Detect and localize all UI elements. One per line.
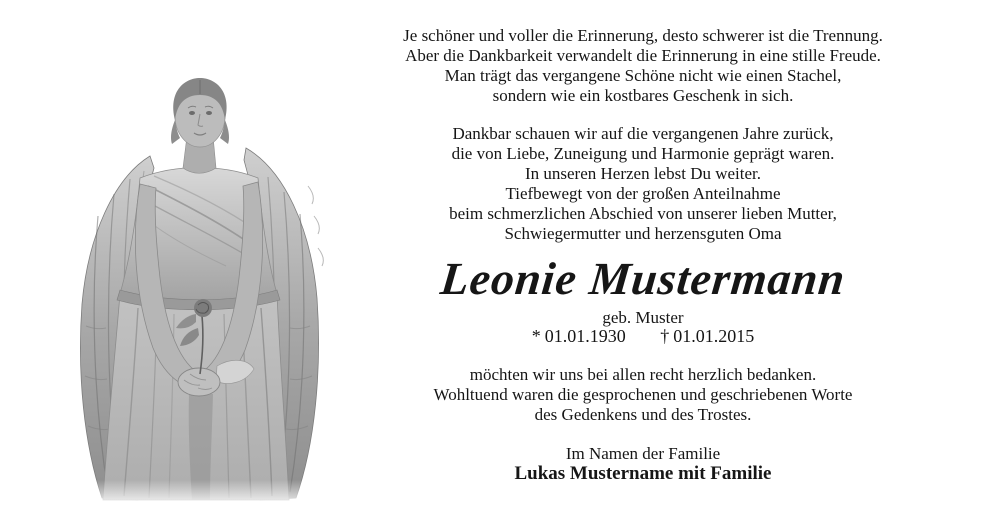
angel-statue-illustration — [56, 76, 340, 508]
closing-block — [352, 444, 934, 484]
deceased-name: Leonie Mustermann — [438, 253, 848, 304]
poem-line: Je schöner und voller die Erinnerung, desto schwerer ist die Trennung. — [403, 26, 883, 45]
tribute-line: In unseren Herzen lebst Du weiter. — [524, 164, 762, 183]
poem-line: sondern wie ein kostbares Geschenk in sich. — [492, 86, 794, 105]
death-date-group — [660, 327, 754, 346]
thanks-line: Wohltuend waren die gesprochenen und geschriebenen Worte — [433, 385, 853, 404]
tribute-verse — [352, 124, 934, 244]
thanks-line: des Gedenkens und des Trostes. — [534, 405, 752, 424]
thanks-line: möchten wir uns bei allen recht herzlich bedanken. — [469, 365, 817, 384]
death-cross-symbol: † — [660, 326, 670, 346]
poem-verse — [352, 26, 934, 106]
photo-bottom-fade — [56, 480, 340, 508]
tribute-line: Schwiegermutter und herzensguten Oma — [504, 224, 782, 243]
birth-star-symbol: * — [531, 326, 541, 346]
maiden-name: geb. Muster — [602, 308, 684, 327]
birth-date: 01.01.1930 — [544, 326, 626, 346]
family-signature: Lukas Mustername mit Familie — [514, 463, 772, 484]
tribute-line: Tiefbewegt von der großen Anteilnahme — [505, 184, 781, 203]
tribute-line: beim schmerzlichen Abschied von unserer lieben Mutter, — [449, 204, 837, 223]
birth-date-group — [532, 327, 626, 346]
poem-line: Aber die Dankbarkeit verwandelt die Erinnerung in eine stille Freude. — [405, 46, 881, 65]
death-date: 01.01.2015 — [673, 326, 755, 346]
poem-line: Man trägt das vergangene Schöne nicht wie einen Stachel, — [444, 66, 842, 85]
angel-statue-photo — [56, 76, 340, 508]
thanks-verse — [352, 365, 934, 425]
tribute-line: Dankbar schauen wir auf die vergangenen Jahre zurück, — [452, 124, 834, 143]
closing-lead: Im Namen der Familie — [565, 444, 721, 463]
angel-robe-skirt — [103, 294, 289, 500]
angel-head — [171, 78, 229, 173]
life-dates — [352, 327, 934, 346]
card-text — [352, 0, 934, 484]
tribute-line: die von Liebe, Zuneigung und Harmonie geprägt waren. — [451, 144, 835, 163]
